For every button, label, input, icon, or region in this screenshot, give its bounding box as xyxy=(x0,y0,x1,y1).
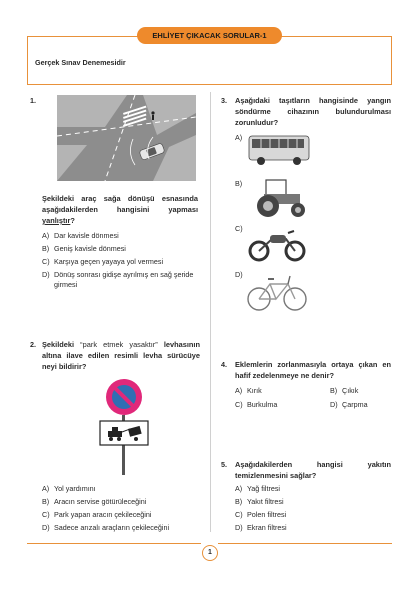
no-parking-tow-sign xyxy=(94,377,154,475)
question-4-option-d[interactable]: D) Çarpma xyxy=(330,400,368,409)
question-1-number: 1. xyxy=(30,96,36,105)
question-1-text-main: Şekildeki araç sağa dönüşü esnasında aşağıdakilerden hangisini yapması xyxy=(42,194,198,214)
question-3-number: 3. xyxy=(221,96,227,105)
header-frame-right xyxy=(391,36,392,85)
question-5-option-a[interactable]: A) Yağ filtresi xyxy=(235,484,281,493)
question-2-option-a[interactable]: A) Yol yardımını xyxy=(42,484,96,493)
question-3-option-c-label[interactable]: C) xyxy=(235,224,243,233)
header-frame-bottom xyxy=(27,84,392,85)
page-number: 1 xyxy=(202,545,218,561)
question-2-option-c[interactable]: C) Park yapan aracın çekileceğini xyxy=(42,510,152,519)
column-divider xyxy=(210,92,211,532)
question-5-option-c[interactable]: C) Polen filtresi xyxy=(235,510,287,519)
question-4-text: Eklemlerin zorlanmasıyla ortaya çıkan en hafif zedelenmeye ne denir? xyxy=(235,360,391,380)
question-1-text-end: ? xyxy=(70,216,75,225)
question-2-option-d[interactable]: D) Sadece arızalı araçların çekileceğini xyxy=(42,523,170,532)
motorcycle-icon xyxy=(248,223,306,263)
footer-line-left xyxy=(27,543,201,544)
question-3-text: Aşağıdaki taşıtların hangisinde yangın söndürme cihazının bulundurulması zorunludur? xyxy=(235,96,391,127)
question-4-option-c[interactable]: C) Burkulma xyxy=(235,400,278,409)
header-frame-left xyxy=(27,36,28,85)
question-3-option-d-label[interactable]: D) xyxy=(235,270,243,279)
question-3-option-a-label[interactable]: A) xyxy=(235,133,243,142)
bicycle-icon xyxy=(246,270,308,312)
tractor-icon xyxy=(248,176,310,218)
question-1-option-c[interactable]: C) Karşıya geçen yayaya yol vermesi xyxy=(42,257,164,266)
question-1-option-b[interactable]: B) Geniş kavisle dönmesi xyxy=(42,244,126,253)
question-2-option-b[interactable]: B) Aracın servise götürüleceğini xyxy=(42,497,147,506)
question-1-text xyxy=(42,193,198,226)
page-subtitle: Gerçek Sınav Denemesidir xyxy=(35,58,126,67)
question-4-number: 4. xyxy=(221,360,227,369)
page-title-banner: EHLİYET ÇIKACAK SORULAR-1 xyxy=(137,27,282,44)
question-1-option-a[interactable]: A) Dar kavisle dönmesi xyxy=(42,231,119,240)
question-5-text: Aşağıdakilerden hangisi yakıtın temizlenmesini sağlar? xyxy=(235,460,391,480)
question-4-option-a[interactable]: A) Kırık xyxy=(235,386,262,395)
question-5-number: 5. xyxy=(221,460,227,469)
question-5-option-d[interactable]: D) Ekran filtresi xyxy=(235,523,287,532)
footer-line-right xyxy=(218,543,392,544)
question-1-text-emphasis: yanlıştır xyxy=(42,216,71,225)
bus-icon xyxy=(247,133,311,167)
question-4-option-b[interactable]: B) Çıkık xyxy=(330,386,359,395)
question-2-text: Şekildeki “park etmek yasaktır” levhasının altına ilave edilen resimli levha sürücüye neyi bildirir? xyxy=(42,340,200,371)
intersection-illustration xyxy=(57,95,196,181)
question-3-option-b-label[interactable]: B) xyxy=(235,179,243,188)
question-2-number: 2. xyxy=(30,340,36,349)
question-5-option-b[interactable]: B) Yakıt filtresi xyxy=(235,497,284,506)
question-1-option-d[interactable]: D) Dönüş sonrası gidişe ayrılmış en sağ şeride girmesi xyxy=(42,270,194,289)
